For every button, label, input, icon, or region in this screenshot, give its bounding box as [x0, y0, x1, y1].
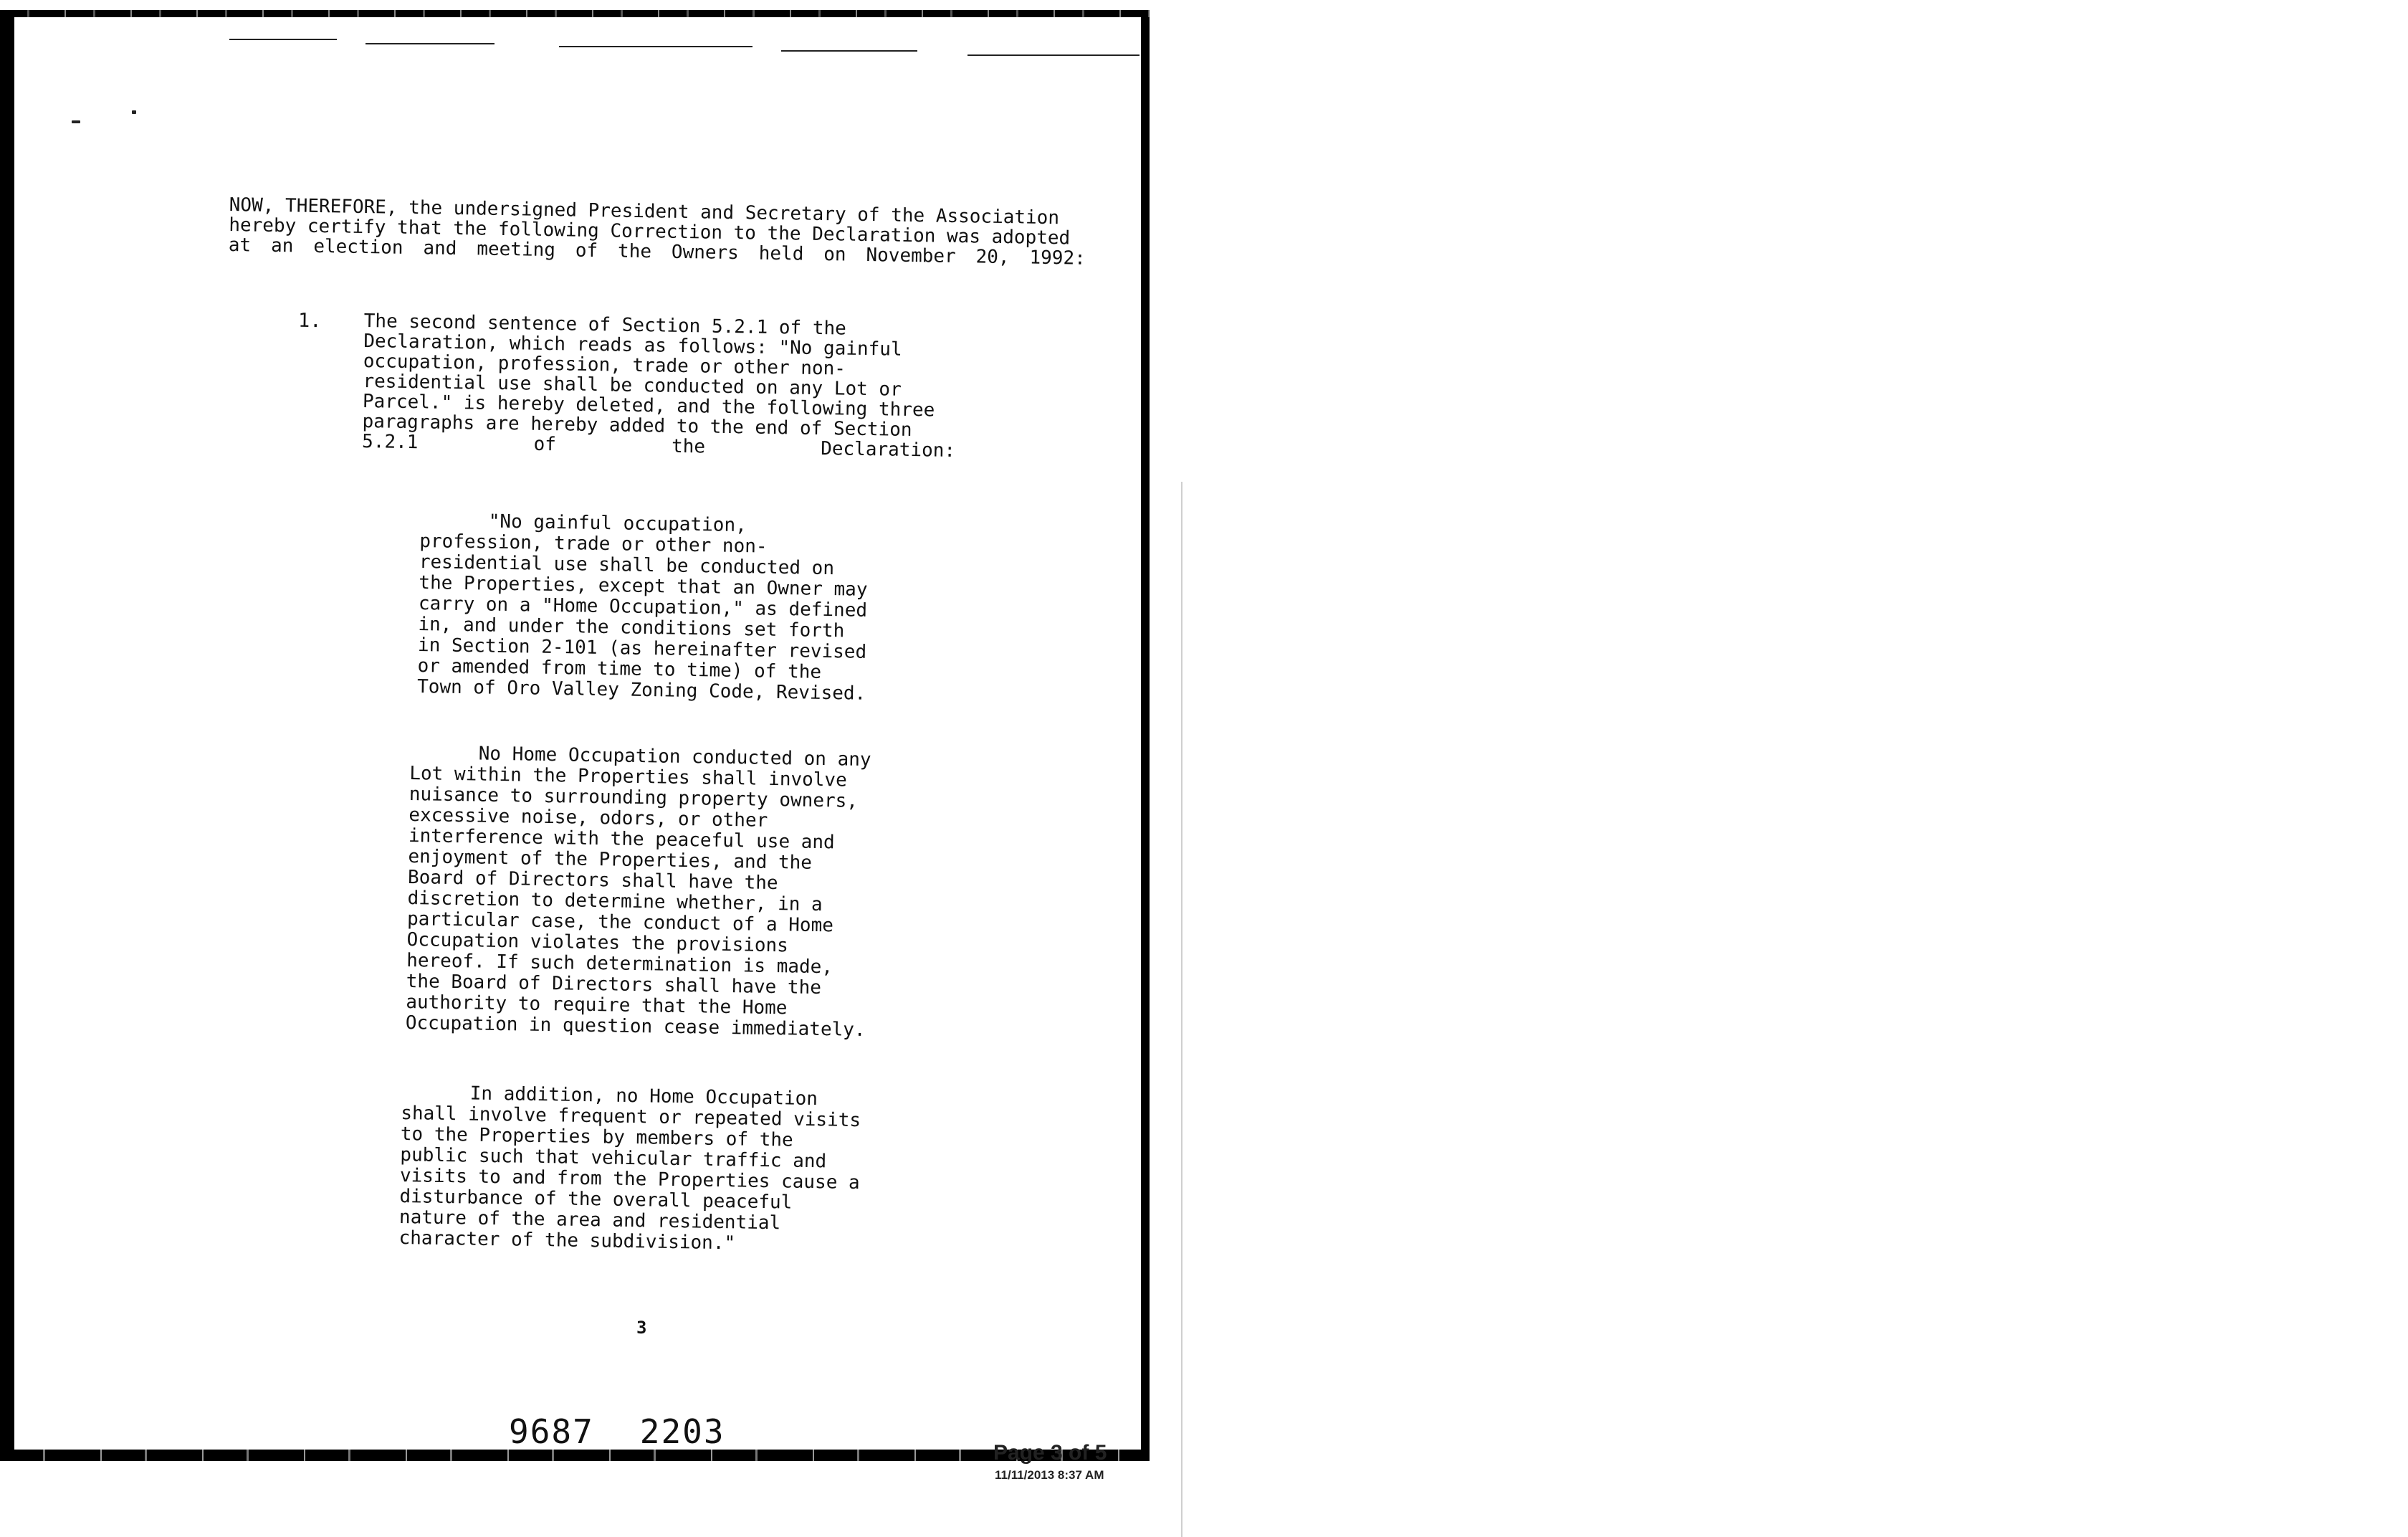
indent [410, 758, 479, 760]
scan-edge-line [1181, 482, 1182, 1537]
quoted-paragraph-1-text: "No gainful occupation, profession, trade or other non-residential use shall be conducted on the Properties, except that an Owner may carry on a "Home Occupation," as defined in, and under the conditions set forth in Section 2-101 (as hereinafter revised or amended from time to time) of the Town of Oro Valley Zoning Code, Revised. [416, 510, 868, 705]
item-number: 1. [297, 309, 322, 333]
indent [420, 526, 489, 528]
recording-number [509, 1412, 725, 1450]
quoted-paragraph-2-text: No Home Occupation conducted on any Lot within the Properties shall involve nuisance to surrounding property owners, excessive noise, odors, or other interference with the peaceful use and enjoyment of the Properties, and the Board of Directors shall have the discretion to determine whether, in a particular case, the conduct of a Home Occupation violates the provisions hereof. If such determination is made, the Board of Directors shall have the authority to require that the Home Occupation in question cease immediately. [405, 743, 871, 1042]
page-number: 3 [636, 1318, 647, 1338]
page-sheet [14, 17, 1141, 1450]
header-rule [781, 50, 917, 52]
header-rule [229, 39, 337, 40]
indent [401, 1098, 470, 1100]
scan-speck [72, 120, 80, 123]
quoted-paragraph-1 [417, 510, 879, 705]
recording-page: 2203 [639, 1412, 725, 1450]
header-rule [366, 43, 494, 44]
item-paragraph: The second sentence of Section 5.2.1 of the Declaration, which reads as follows: "No gainful occupation, profession, trade or other non-residential use shall be conducted on any Lot or Parcel." is hereby deleted, and the following three paragraphs are hereby added to the end of Section 5.2.1 of the Declaration: [361, 310, 956, 462]
header-rule [968, 54, 1140, 56]
intro-paragraph: NOW, THEREFORE, the undersigned President and Secretary of the Association hereby certify that the following Correction to the Declaration was adopted at an election and meeting of the Owners held on November 20, 1992: [228, 194, 1086, 270]
quoted-paragraph-2 [406, 743, 876, 1041]
quoted-paragraph-3 [398, 1082, 867, 1256]
footer-timestamp: 11/11/2013 8:37 AM [995, 1468, 1104, 1482]
quoted-paragraph-3-text: In addition, no Home Occupation shall involve frequent or repeated visits to the Properties by members of the public such that vehicular traffic and visits to and from the Properties cause a disturbance of the overall peaceful nature of the area and residential character of the subdivision." [398, 1082, 861, 1255]
footer-page-label: Page 3 of 5 [993, 1441, 1107, 1465]
header-rule [559, 46, 752, 47]
recording-book: 9687 [509, 1412, 594, 1450]
scan-bottom-edge [0, 1450, 1150, 1461]
scan-top-edge [0, 10, 1150, 17]
scanned-page [0, 10, 1150, 1461]
scan-speck [132, 110, 136, 114]
